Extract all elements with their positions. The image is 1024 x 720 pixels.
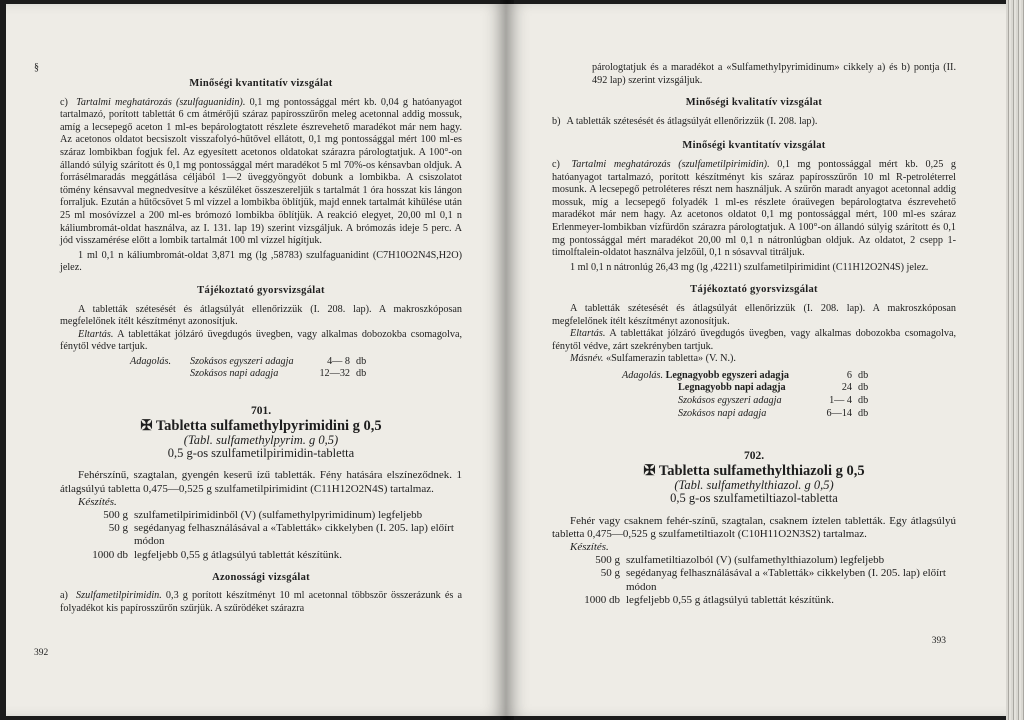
item-text: 0,1 mg pontossággal mért kb. 0,25 g hatóanyagot tartalmazó, porított készítményt kis száraz papírosszűrőn 10 ml R-petroléterrel mosunk. A lecsepegő petroléteres részt nem használjuk. A szűrőn maradt anyagot acetonnal addig mossuk, míg a lecsepegő folyadék 1 ml-es részlete óraüvegen bepárologtatva észrevehető maradékot már nem hagy. Az acetonos oldatot 0,1 mg pontossággal mért, 100 ml-es száraz Erlenmeyer-lombikban vízfürdőn szárazra párologtatjuk. A 100°-on állandó súlyig szárított és 0,1 mg pontossággal mért maradékot 20,00 ml 0,1 n nátronlúgban oldjuk. Az oldatot, 2 csepp 1-timolftalein-oldatot használva jelzőül, 0,1 n sósavval titráljuk.: [552, 158, 957, 259]
preparation-label: Készítés.: [570, 541, 609, 554]
right-content: [552, 62, 956, 607]
storage-label: Eltartás.: [78, 328, 114, 340]
recipe-qty: 1000 db: [92, 548, 128, 561]
paragraph-info: A tabletták szétesését és átlagsúlyát ellenőrizzük (I. 208. lap). A makroszkóposan megfelelőnek ítélt készítményt azonosítjuk.: [60, 303, 462, 328]
recipe-list: [572, 554, 956, 607]
dosage-label: Adagolás.: [622, 369, 664, 381]
item-title: Tartalmi meghatározás (szulfaguanidin).: [76, 96, 246, 108]
monograph-title: ✠ Tabletta sulfamethylthiazoli g 0,5: [643, 462, 865, 479]
recipe-text: szulfametiltiazolból (V) (sulfamethylthiazolum) legfeljebb: [626, 554, 885, 567]
preparation-label: Készítés.: [78, 495, 117, 508]
recipe-list: [80, 509, 462, 562]
item-label: b): [552, 115, 561, 127]
dose-value: 24: [841, 382, 852, 394]
recipe-qty: 50 g: [108, 522, 128, 535]
dose-value: 4— 8: [327, 355, 350, 367]
dose-unit: db: [858, 382, 869, 394]
monograph-number: 701.: [250, 405, 272, 418]
othername-label: Másnév.: [570, 353, 604, 365]
item-title: Szulfametilpirimidin.: [76, 590, 162, 602]
heading-identity: Azonossági vizsgálat: [212, 571, 310, 583]
heading-info: Tájékoztató gyorsvizsgálat: [690, 284, 818, 296]
page-number: 392: [34, 648, 49, 658]
paragraph-c: [552, 159, 956, 260]
dose-name: Szokásos napi adagja: [190, 368, 279, 380]
paragraph-storage: [60, 329, 462, 354]
monograph-hungarian-name: 0,5 g-os szulfametilpirimidin-tabletta: [167, 445, 355, 460]
paragraph-a: [60, 590, 462, 615]
heading-qualitative: Minőségi kvalitatív vizsgálat: [685, 97, 823, 109]
dose-unit: db: [356, 368, 367, 380]
recipe-text: segédanyag felhasználásával a «Tabletták» cikkelyben (I. 205. lap) előírt módon: [134, 522, 454, 548]
recipe-qty: 500 g: [595, 554, 620, 567]
dose-unit: db: [858, 395, 869, 407]
dose-value: 6: [846, 369, 852, 381]
recipe-text: legfeljebb 0,55 g átlagsúlyú tablettát készítünk.: [626, 593, 835, 606]
dose-value: 1— 4: [829, 395, 852, 407]
paragraph-storage: [552, 328, 956, 353]
monograph-description: Fehérszínű, szagtalan, gyengén keserű ízű tabletták. Fény hatására elszíneződnek. 1 átlagsúlyú tabletta 0,475—0,525 g szulfametilpirimidint (C11H12O2N4S) tartalmaz.: [60, 469, 462, 495]
dosage-table: [130, 356, 462, 381]
monograph-hungarian-name: 0,5 g-os szulfametiltiazol-tabletta: [670, 491, 838, 506]
paragraph-othername: [552, 353, 956, 366]
dose-name: Legnagyobb egyszeri adagja: [665, 369, 789, 381]
dose-name: Szokásos napi adagja: [678, 407, 767, 419]
heading-quantitative: Minőségi kvantitatív vizsgálat: [682, 140, 826, 152]
dose-name: Legnagyobb napi adagja: [678, 382, 786, 394]
dose-value: 12—32: [319, 368, 350, 380]
paragraph-c: [60, 97, 462, 248]
dose-unit: db: [356, 355, 367, 367]
paragraph-b: [552, 116, 956, 129]
monograph-description: Fehér vagy csaknem fehér-színű, szagtalan, csaknem íztelen tabletták. Egy átlagsúlyú tabletta 0,475—0,525 g szulfametiltiazolt (C10H11O2N3S2) tartalmaz.: [552, 514, 956, 540]
heading-info: Tájékoztató gyorsvizsgálat: [197, 284, 325, 296]
item-label: c): [60, 96, 68, 108]
item-title: Tartalmi meghatározás (szulfametilpirimidin).: [571, 158, 770, 170]
dose-unit: db: [858, 369, 869, 381]
heading-quantitative: Minőségi kvantitatív vizsgálat: [189, 78, 333, 89]
storage-text: A tablettákat jólzáró üvegdugós üvegben, vagy alkalmas dobozokba csomagolva, fénytől védve tartjuk.: [60, 328, 463, 353]
margin-mark: §: [34, 62, 39, 73]
recipe-qty: 500 g: [103, 509, 128, 522]
othername-text: «Sulfamerazin tabletta» (V. N.).: [606, 353, 736, 365]
dose-unit: db: [858, 407, 869, 419]
recipe-text: segédanyag felhasználásával a «Tabletták» cikkelyben (I. 205. lap) előírt módon: [626, 567, 946, 593]
monograph-number: 702.: [743, 450, 765, 463]
recipe-qty: 1000 db: [584, 593, 620, 606]
dosage-label: Adagolás.: [130, 355, 172, 367]
monograph-latin-abbrev: (Tabl. sulfamethylthiazol. g 0,5): [674, 478, 834, 493]
page-edges: [1006, 0, 1024, 720]
recipe-text: szulfametilpirimidinből (V) (sulfamethylpyrimidinum) legfeljebb: [134, 509, 423, 522]
paragraph-c-equivalence: 1 ml 0,1 n káliumbromát-oldat 3,871 mg (lg ,58783) szulfaguanidint (C7H10O2N4S,H2O) jelez.: [60, 249, 462, 274]
dosage-table: [622, 370, 956, 420]
paragraph-c-equivalence: 1 ml 0,1 n nátronlúg 26,43 mg (lg ,42211) szulfametilpirimidint (C11H12O2N4S) jelez.: [570, 261, 929, 273]
monograph-latin-abbrev: (Tabl. sulfamethylpyrim. g 0,5): [183, 433, 339, 448]
dose-name: Szokásos egyszeri adagja: [678, 395, 782, 407]
item-label: c): [552, 158, 560, 170]
recipe-qty: 50 g: [600, 567, 620, 580]
monograph-title: ✠ Tabletta sulfamethylpyrimidini g 0,5: [140, 417, 382, 434]
item-text: A tabletták szétesését és átlagsúlyát ellenőrizzük (I. 208. lap).: [566, 115, 818, 127]
paragraph-continuation: párologtatjuk és a maradékot a «Sulfamethylpyrimidinum» cikkely a) és b) pontja (II. 492 lap) szerint vizsgáljuk.: [592, 62, 956, 86]
right-page: [506, 4, 1006, 716]
dose-value: 6—14: [826, 407, 852, 419]
item-text: 0,3 g porított készítményt 10 ml acetonnal többször összerázunk és a folyadékot kis papírosszűrőn szűrjük. A szűrödéket szárazra: [60, 590, 463, 615]
storage-text: A tablettákat jólzáró üvegdugós üvegben, vagy alkalmas dobozokba csomagolva, fénytől védve, zárt szekrényben tartjuk.: [552, 328, 957, 352]
item-text: 0,1 mg pontossággal mért kb. 0,04 g hatóanyagot tartalmazó, porított tablettát 6 cm átmérőjű száraz papírosszűrőn meleg acetonnal addig mossuk, amíg a lecsepegő aceton 1 ml-es bepárologtatott részlete észrevehető maradékot már nem hagy. Az acetonos oldatot becsiszolt visszafolyó-hűtővel ellátott, 0,1 mg pontossággal mért 100 ml-es száraz lombikban fogjuk fel. Az egyesített acetonos oldatokat szárazra párologtatjuk. A 100°-on állandó súlyig szárított és 0,1 mg pontossággal mért maradékot 5 ml 70%-os kénsavban oldjuk. A forrásélmaradás meggátlása céljából 1—2 üveggyöngyöt dobunk a lombikba. A csiszolatot tömény kénsavval megnedvesítve a készüléket összeszereljük s tartalmát 1 óra hosszat kis lángon forraljuk. Ezután a hűtőcsövet 5 ml vízzel a lombikba öblítjük, majd ennek tartalmát kihűlése után 25 ml mosóvízzel a 200 ml-es brómozó lombikba öblítjük. A reakció elegyet, 20,00 ml 0,1 n káliumbromát-oldat használva, az I. 131. lap 19) szerint vizsgáljuk. A brómozás ideje 5 perc. A jód visszamérése előtt a lombik tartalmát 100 ml vízzel hígítjuk.: [60, 96, 463, 247]
storage-label: Eltartás.: [570, 328, 606, 340]
left-page: [6, 4, 506, 716]
paragraph-info: A tabletták szétesését és átlagsúlyát ellenőrizzük (I. 208. lap). A makroszkóposan megfelelőnek ítélt készítményt azonosítjuk.: [552, 302, 956, 327]
recipe-text: legfeljebb 0,55 g átlagsúlyú tablettát készítünk.: [134, 548, 343, 561]
dose-name: Szokásos egyszeri adagja: [190, 355, 294, 367]
item-label: a): [60, 590, 68, 602]
page-number: 393: [931, 636, 946, 646]
left-content: [60, 74, 462, 618]
